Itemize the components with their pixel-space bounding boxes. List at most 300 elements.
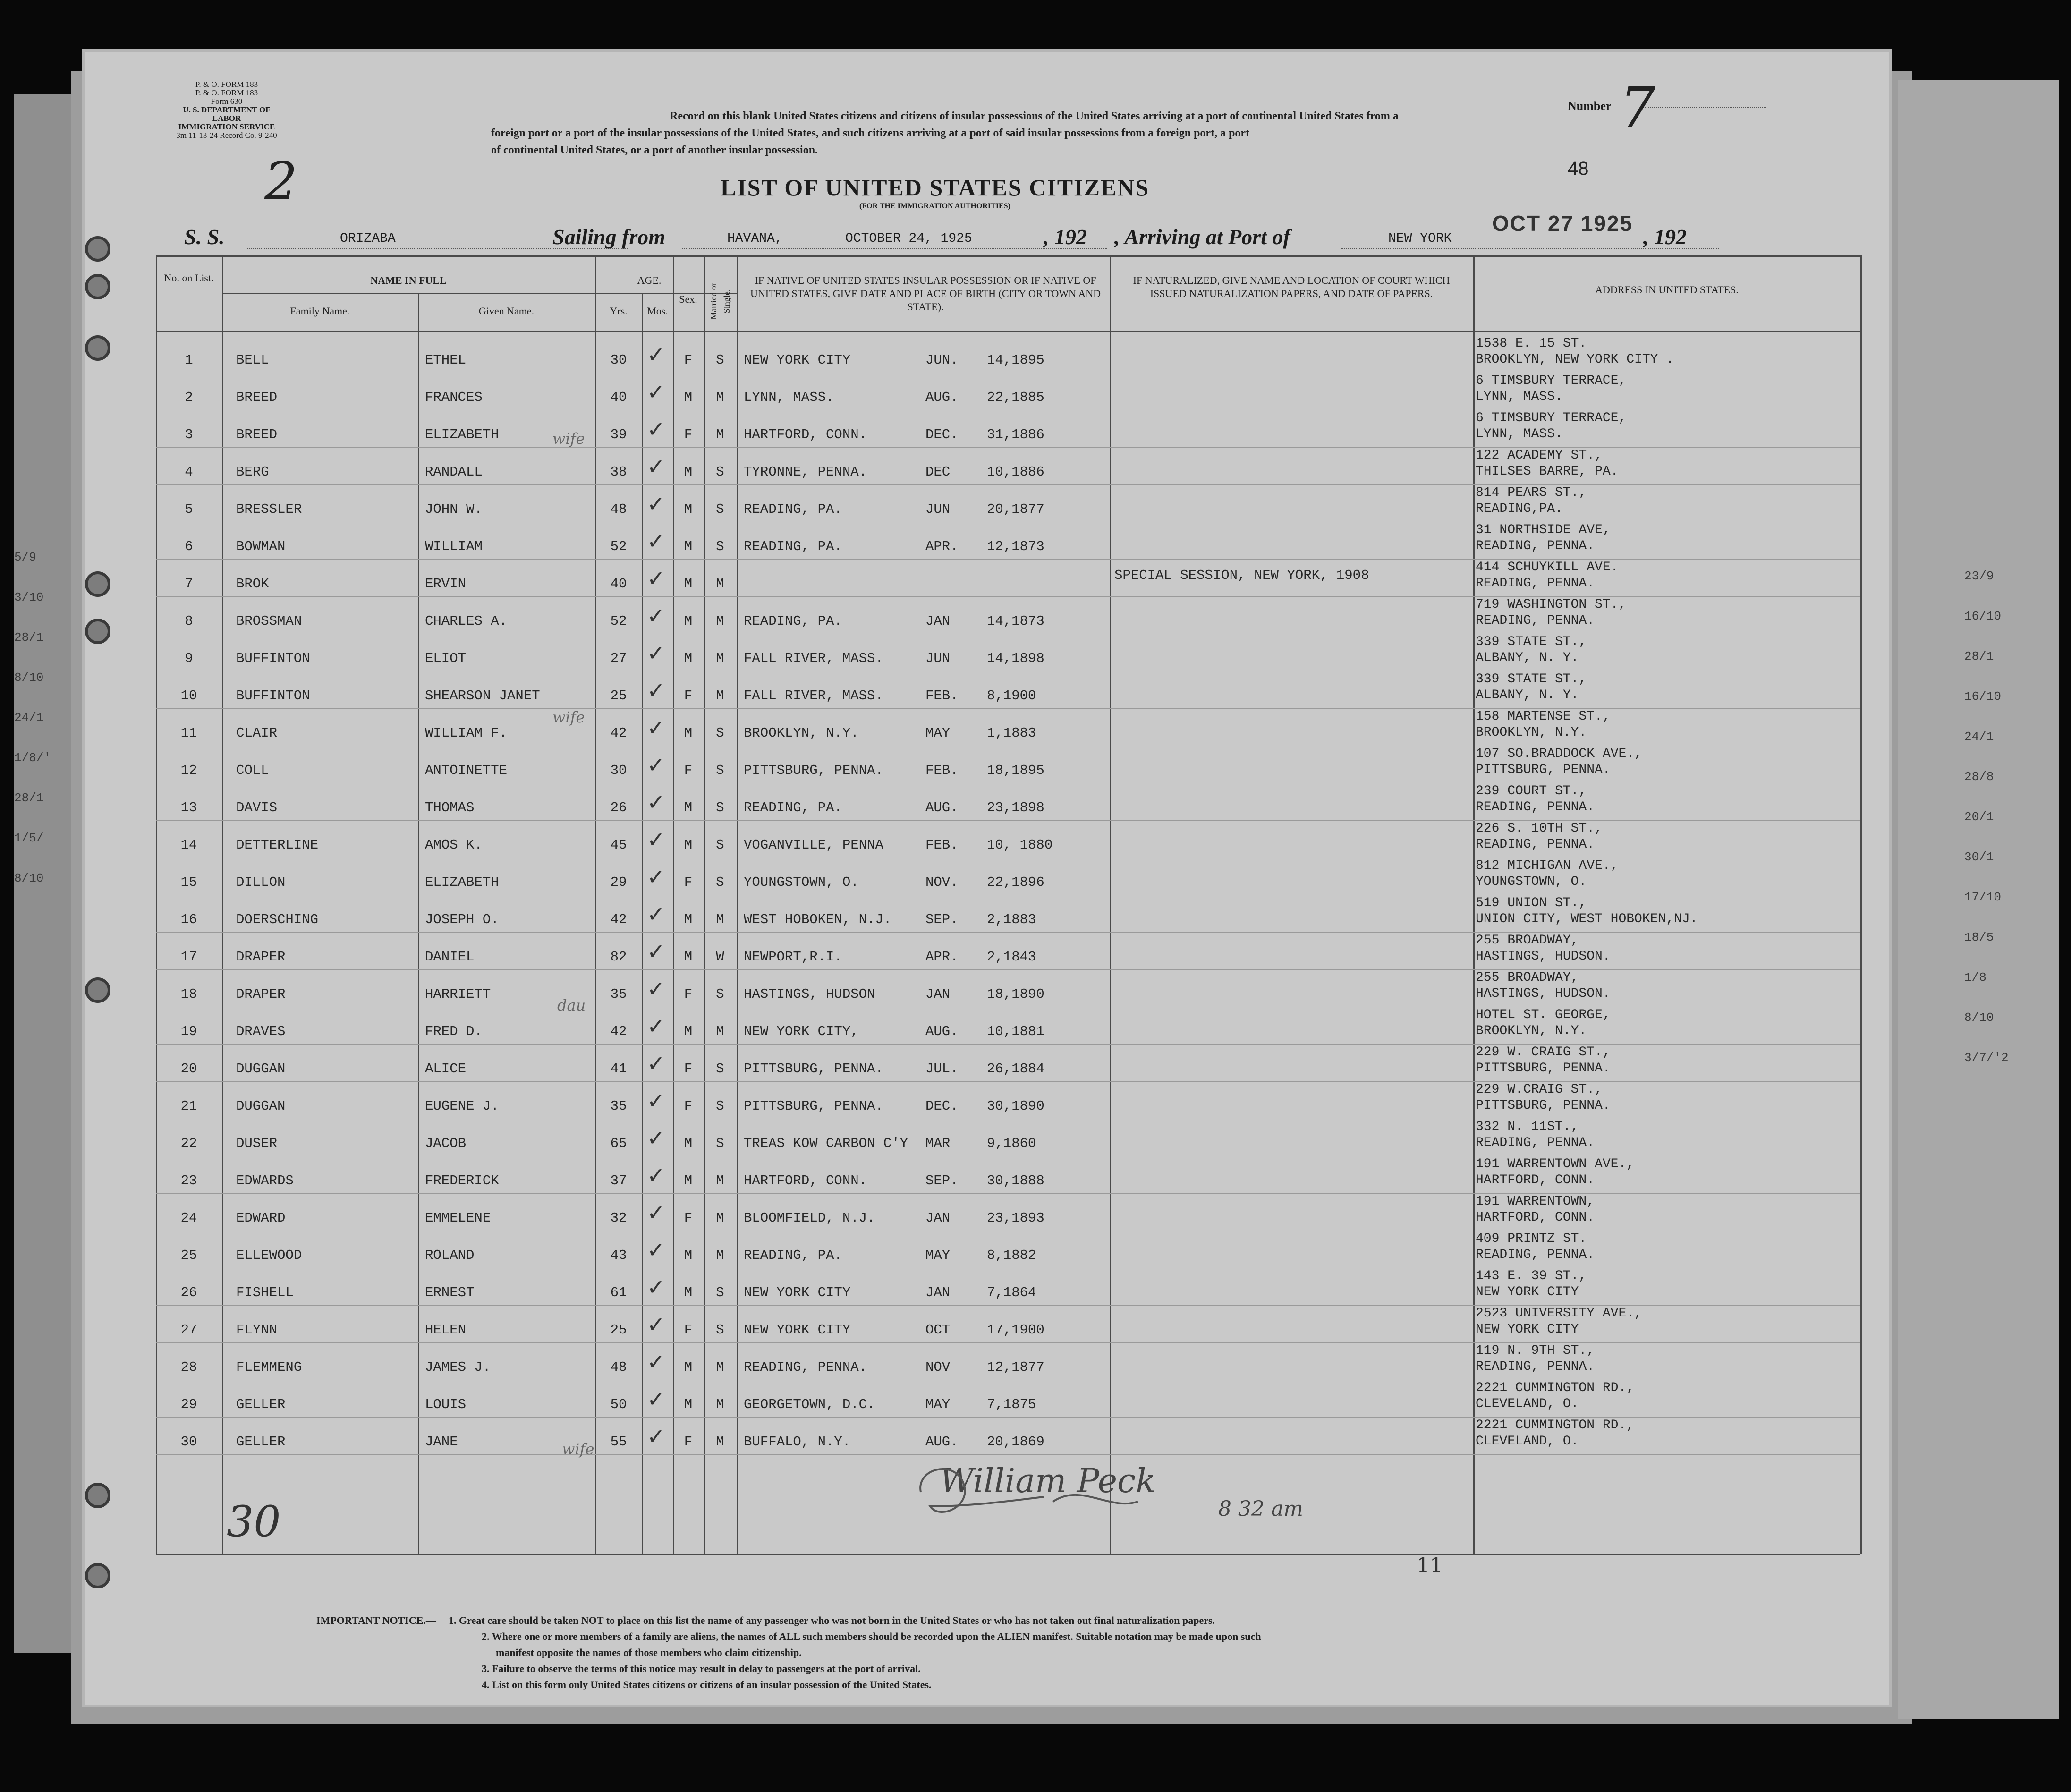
col-header-yrs: Yrs. [610, 305, 628, 317]
form-id-line: U. S. DEPARTMENT OF LABOR [183, 105, 271, 123]
cell-ms: M [716, 688, 724, 704]
cell-given: ROLAND [425, 1248, 475, 1263]
cell-given: ELIOT [425, 651, 467, 666]
cell-date: 9,1860 [987, 1136, 1036, 1151]
cell-ms: W [716, 949, 724, 965]
margin-date: 30/1 [1964, 850, 1994, 864]
sailing-label: Sailing from [552, 225, 666, 249]
page-subtitle: (FOR THE IMMIGRATION AUTHORITIES) [859, 202, 1010, 210]
cell-ms: M [716, 427, 724, 442]
col-header-naturalized: IF NATURALIZED, GIVE NAME AND LOCATION OF COURT WHICH ISSUED NATURALIZATION PAPERS, AND DATE OF PAPERS. [1133, 274, 1450, 299]
cell-age: 35 [610, 1098, 627, 1114]
cell-sex: F [684, 427, 693, 442]
cell-age: 32 [610, 1210, 627, 1226]
form-id-line: P. & O. FORM 183 [195, 88, 258, 97]
margin-date: 8/10 [14, 671, 44, 685]
cell-date: 1,1883 [987, 725, 1036, 741]
cell-age: 41 [610, 1061, 627, 1077]
cell-address-line: CLEVELAND, O. [1476, 1434, 1579, 1449]
cell-place: READING, PA. [744, 613, 842, 629]
notice-item: 1. Great care should be taken NOT to place on this list the name of any passenger who was not born in the United States or who has not taken out final naturalization papers. [449, 1614, 1215, 1626]
cell-sex: M [684, 912, 693, 927]
col-rule [1110, 255, 1111, 1554]
cell-age: 40 [610, 576, 627, 592]
cell-place: HARTFORD, CONN. [744, 427, 867, 442]
col-rule [1860, 255, 1862, 1554]
cell-address-line: 158 MARTENSE ST., [1476, 709, 1611, 724]
row-rule [156, 1305, 1860, 1306]
margin-date: 1/8/' [14, 751, 51, 765]
check-mark-icon: ✓ [647, 1349, 665, 1375]
cell-address-line: LYNN, MASS. [1476, 390, 1563, 404]
cell-family: GELLER [236, 1434, 286, 1450]
cell-age: 48 [610, 501, 627, 517]
cell-address-line: 414 SCHUYKILL AVE. [1476, 560, 1619, 575]
cell-month: FEB. [925, 837, 959, 853]
cell-month: AUG. [925, 1024, 959, 1039]
cell-date: 20,1869 [987, 1434, 1044, 1450]
cell-place: READING, PA. [744, 539, 842, 554]
cell-age: 40 [610, 390, 627, 405]
cell-ms: M [716, 1024, 724, 1039]
inspector-signature: William Peck [940, 1461, 1156, 1500]
cell-date: 23,1893 [987, 1210, 1044, 1226]
cell-no: 3 [185, 427, 193, 442]
cell-ms: S [716, 725, 724, 741]
cell-address-line: 332 N. 11ST., [1476, 1120, 1579, 1134]
cell-address-line: NEW YORK CITY [1476, 1285, 1579, 1299]
check-mark-icon: ✓ [647, 827, 665, 852]
cell-sex: M [684, 576, 693, 592]
handwritten-total: 30 [227, 1497, 281, 1546]
cell-address-line: ALBANY, N. Y. [1476, 688, 1579, 703]
cell-no: 11 [180, 725, 197, 741]
cell-address-line: 239 COURT ST., [1476, 784, 1587, 798]
cell-given: WILLIAM [425, 539, 483, 554]
cell-address-line: 6 TIMSBURY TERRACE, [1476, 374, 1627, 388]
cell-address-line: HOTEL ST. GEORGE, [1476, 1008, 1611, 1022]
check-mark-icon: ✓ [647, 1013, 665, 1039]
cell-no: 22 [180, 1136, 197, 1151]
cell-place: TREAS KOW CARBON C'Y [744, 1136, 908, 1151]
cell-sex: F [684, 352, 693, 368]
cell-sex: M [684, 501, 693, 517]
cell-address-line: YOUNGSTOWN, O. [1476, 875, 1587, 889]
check-mark-icon: ✓ [647, 528, 665, 554]
cell-family: DILLON [236, 875, 286, 890]
cell-address-line: 191 WARRENTOWN AVE., [1476, 1157, 1635, 1172]
cell-address-line: 226 S. 10TH ST., [1476, 821, 1603, 836]
cell-given: ERNEST [425, 1285, 475, 1300]
cell-ms: M [716, 651, 724, 666]
cell-given: JOHN W. [425, 501, 483, 517]
cell-given: FRED D. [425, 1024, 483, 1039]
cell-age: 29 [610, 875, 627, 890]
col-header-no: No. on List. [164, 272, 214, 284]
col-rule [156, 255, 157, 1554]
cell-ms: S [716, 800, 724, 815]
cell-sex: M [684, 837, 693, 853]
cell-ms: S [716, 986, 724, 1002]
cell-date: 7,1875 [987, 1397, 1036, 1412]
cell-family: ELLEWOOD [236, 1248, 302, 1263]
margin-date: 17/10 [1964, 890, 2002, 904]
handwritten-wife-note: wife [562, 1440, 594, 1458]
cell-ms: S [716, 464, 724, 480]
cell-month: DEC. [925, 1098, 959, 1114]
cell-given: ETHEL [425, 352, 467, 368]
instructions-block [491, 108, 1577, 159]
margin-date: 24/1 [14, 711, 44, 725]
cell-place: FALL RIVER, MASS. [744, 651, 883, 666]
cell-family: BROSSMAN [236, 613, 302, 629]
form-id-line: IMMIGRATION SERVICE [178, 122, 275, 131]
cell-address-line: 2523 UNIVERSITY AVE., [1476, 1306, 1642, 1321]
handwritten-page-mark: 11 [1417, 1554, 1443, 1578]
cell-address-line: 31 NORTHSIDE AVE, [1476, 523, 1611, 537]
cell-month: JAN [925, 613, 951, 629]
cell-date: 18,1895 [987, 763, 1044, 778]
cell-place: BROOKLYN, N.Y. [744, 725, 859, 741]
cell-place: HARTFORD, CONN. [744, 1173, 867, 1189]
number-dots [1643, 106, 1766, 108]
cell-given: JACOB [425, 1136, 467, 1151]
cell-address-line: 2221 CUMMINGTON RD., [1476, 1381, 1635, 1395]
cell-family: DUSER [236, 1136, 278, 1151]
cell-address-line: HASTINGS, HUDSON. [1476, 986, 1611, 1001]
cell-date: 2,1883 [987, 912, 1036, 927]
cell-age: 39 [610, 427, 627, 442]
cell-date: 2,1843 [987, 949, 1036, 965]
cell-place: TYRONNE, PENNA. [744, 464, 867, 480]
cell-sex: F [684, 875, 693, 890]
cell-date: 10,1881 [987, 1024, 1044, 1039]
col-rule [673, 255, 674, 1554]
margin-date: 5/9 [14, 550, 36, 564]
cell-age: 61 [610, 1285, 627, 1300]
cell-no: 9 [185, 651, 193, 666]
cell-address-line: PITTSBURG, PENNA. [1476, 763, 1611, 777]
cell-no: 21 [180, 1098, 197, 1114]
cell-address-line: 255 BROADWAY, [1476, 970, 1579, 985]
cell-age: 26 [610, 800, 627, 815]
cell-age: 43 [610, 1248, 627, 1263]
cell-date: 22,1896 [987, 875, 1044, 890]
cell-address-line: BROOKLYN, NEW YORK CITY . [1476, 352, 1674, 367]
cell-sex: F [684, 763, 693, 778]
cell-given: ELIZABETH [425, 427, 499, 442]
cell-age: 45 [610, 837, 627, 853]
cell-place: PITTSBURG, PENNA. [744, 1098, 883, 1114]
cell-no: 8 [185, 613, 193, 629]
cell-month: AUG. [925, 1434, 959, 1450]
ship-name: ORIZABA [340, 231, 396, 246]
cell-address-line: BROOKLYN, N.Y. [1476, 1024, 1587, 1038]
cell-given: THOMAS [425, 800, 475, 815]
cell-given: FRANCES [425, 390, 483, 405]
cell-no: 2 [185, 390, 193, 405]
cell-address-line: THILSES BARRE, PA. [1476, 464, 1619, 479]
row-rule [156, 708, 1860, 709]
handwritten-number: 7 [1620, 76, 1656, 141]
cell-family: DOERSCHING [236, 912, 319, 927]
cell-address-line: 119 N. 9TH ST., [1476, 1343, 1595, 1358]
cell-age: 52 [610, 539, 627, 554]
col-header-sex: Sex. [679, 293, 697, 305]
arriving-label: , Arriving at Port of [1114, 225, 1290, 249]
cell-ms: S [716, 837, 724, 853]
cell-family: DRAVES [236, 1024, 286, 1039]
cell-family: DRAPER [236, 986, 286, 1002]
cell-family: FLEMMENG [236, 1359, 302, 1375]
check-mark-icon: ✓ [647, 1200, 665, 1225]
cell-given: RANDALL [425, 464, 483, 480]
check-mark-icon: ✓ [647, 1051, 665, 1076]
cell-address-line: 229 W. CRAIG ST., [1476, 1045, 1611, 1060]
cell-sex: M [684, 1173, 693, 1189]
cell-family: EDWARD [236, 1210, 286, 1226]
cell-ms: S [716, 1136, 724, 1151]
cell-month: FEB. [925, 763, 959, 778]
cell-age: 38 [610, 464, 627, 480]
cell-address-line: PITTSBURG, PENNA. [1476, 1098, 1611, 1113]
row-rule [156, 596, 1860, 597]
cell-no: 26 [180, 1285, 197, 1300]
cell-family: FISHELL [236, 1285, 294, 1300]
cell-month: NOV. [925, 875, 959, 890]
check-mark-icon: ✓ [647, 864, 665, 890]
binder-hole [85, 571, 110, 597]
cell-no: 19 [180, 1024, 197, 1039]
cell-given: HELEN [425, 1322, 467, 1338]
cell-place: YOUNGSTOWN, O. [744, 875, 859, 890]
cell-place: NEW YORK CITY [744, 352, 851, 368]
cell-address-line: READING, PENNA. [1476, 1359, 1595, 1374]
cell-no: 25 [180, 1248, 197, 1263]
cell-date: 22,1885 [987, 390, 1044, 405]
check-mark-icon: ✓ [647, 715, 665, 740]
check-mark-icon: ✓ [647, 1088, 665, 1113]
cell-place: PITTSBURG, PENNA. [744, 763, 883, 778]
cell-given: LOUIS [425, 1397, 467, 1412]
cell-age: 65 [610, 1136, 627, 1151]
cell-place: GEORGETOWN, D.C. [744, 1397, 875, 1412]
cell-place: NEW YORK CITY, [744, 1024, 859, 1039]
cell-sex: M [684, 949, 693, 965]
cell-month: SEP. [925, 1173, 959, 1189]
cell-given: EUGENE J. [425, 1098, 499, 1114]
cell-address-line: PITTSBURG, PENNA. [1476, 1061, 1611, 1076]
cell-month: OCT [925, 1322, 951, 1338]
cell-given: ELIZABETH [425, 875, 499, 890]
row-rule [156, 559, 1860, 560]
cell-date: 10,1886 [987, 464, 1044, 480]
cell-family: DUGGAN [236, 1061, 286, 1077]
col-header-family: Family Name. [290, 305, 350, 317]
cell-address-line: 143 E. 39 ST., [1476, 1269, 1587, 1283]
cell-no: 27 [180, 1322, 197, 1338]
cell-sex: F [684, 688, 693, 704]
cell-sex: M [684, 1136, 693, 1151]
cell-sex: M [684, 1024, 693, 1039]
cell-age: 25 [610, 1322, 627, 1338]
cell-age: 42 [610, 912, 627, 927]
margin-date: 8/10 [14, 871, 44, 885]
signature-flourish [911, 1450, 1176, 1530]
cell-place: READING, PA. [744, 800, 842, 815]
cell-given: WILLIAM F. [425, 725, 508, 741]
cell-date: 8,1900 [987, 688, 1036, 704]
form-id-block [170, 80, 283, 140]
cell-date: 26,1884 [987, 1061, 1044, 1077]
cell-ms: M [716, 576, 724, 592]
cell-no: 18 [180, 986, 197, 1002]
cell-sex: F [684, 986, 693, 1002]
cell-address-line: HARTFORD, CONN. [1476, 1173, 1595, 1188]
cell-date: 7,1864 [987, 1285, 1036, 1300]
ss-label: S. S. [184, 225, 225, 249]
cell-month: JAN [925, 1285, 951, 1300]
cell-address-line: 812 MICHIGAN AVE., [1476, 858, 1619, 873]
cell-age: 82 [610, 949, 627, 965]
check-mark-icon: ✓ [647, 752, 665, 778]
cell-place: VOGANVILLE, PENNA [744, 837, 883, 853]
cell-address-line: ALBANY, N. Y. [1476, 651, 1579, 665]
cell-given: CHARLES A. [425, 613, 508, 629]
cell-address-line: CLEVELAND, O. [1476, 1397, 1579, 1411]
cell-age: 25 [610, 688, 627, 704]
cell-month: JAN [925, 1210, 951, 1226]
cell-month: MAY [925, 1397, 951, 1412]
cell-family: DUGGAN [236, 1098, 286, 1114]
cell-address-line: 409 PRINTZ ST. [1476, 1231, 1587, 1246]
row-rule [156, 484, 1860, 485]
check-mark-icon: ✓ [647, 1386, 665, 1412]
cell-date: 23,1898 [987, 800, 1044, 815]
cell-date: 12,1877 [987, 1359, 1044, 1375]
cell-no: 7 [185, 576, 193, 592]
check-mark-icon: ✓ [647, 1163, 665, 1188]
cell-ms: S [716, 1098, 724, 1114]
cell-no: 28 [180, 1359, 197, 1375]
cell-no: 17 [180, 949, 197, 965]
cell-family: BROK [236, 576, 269, 592]
cell-address-line: 122 ACADEMY ST., [1476, 448, 1603, 463]
cell-date: 31,1886 [987, 427, 1044, 442]
cell-no: 20 [180, 1061, 197, 1077]
cell-address-line: HARTFORD, CONN. [1476, 1210, 1595, 1225]
row-rule [156, 1417, 1860, 1418]
header-bottom-border [156, 331, 1860, 332]
cell-sex: M [684, 1359, 693, 1375]
cell-address-line: READING, PENNA. [1476, 539, 1595, 553]
cell-no: 1 [185, 352, 193, 368]
cell-family: CLAIR [236, 725, 278, 741]
cell-age: 27 [610, 651, 627, 666]
margin-date: 23/9 [1964, 569, 1994, 583]
cell-place: READING, PA. [744, 1248, 842, 1263]
cell-month: FEB. [925, 688, 959, 704]
cell-given: ANTOINETTE [425, 763, 508, 778]
cell-sex: M [684, 539, 693, 554]
cell-no: 29 [180, 1397, 197, 1412]
cell-no: 12 [180, 763, 197, 778]
col-header-address: ADDRESS IN UNITED STATES. [1595, 284, 1739, 296]
check-mark-icon: ✓ [647, 342, 665, 367]
cell-date: 17,1900 [987, 1322, 1044, 1338]
row-rule [156, 932, 1860, 933]
row-rule [156, 1193, 1860, 1194]
row-rule [156, 1044, 1860, 1045]
cell-address-line: NEW YORK CITY [1476, 1322, 1579, 1337]
cell-age: 50 [610, 1397, 627, 1412]
binder-hole [85, 274, 110, 299]
handwritten-wife-note: wife [552, 430, 585, 448]
form-id-line: P. & O. FORM 183 [195, 80, 258, 89]
notice-item: 2. Where one or more members of a family are aliens, the names of ALL such members should be recorded upon the ALIEN manifest. Suitable notation may be made upon such [482, 1631, 1261, 1642]
cell-given: ERVIN [425, 576, 467, 592]
cell-place: READING, PENNA. [744, 1359, 867, 1375]
cell-no: 30 [180, 1434, 197, 1450]
cell-family: EDWARDS [236, 1173, 294, 1189]
check-mark-icon: ✓ [647, 901, 665, 927]
cell-date: 12,1873 [987, 539, 1044, 554]
cell-address-line: LYNN, MASS. [1476, 427, 1563, 442]
cell-ms: M [716, 1434, 724, 1450]
form-id-line: Form 630 [211, 97, 243, 106]
cell-sex: F [684, 1434, 693, 1450]
cell-no: 13 [180, 800, 197, 815]
margin-date: 16/10 [1964, 689, 2002, 704]
binder-hole [85, 1563, 110, 1588]
cell-ms: M [716, 1359, 724, 1375]
cell-given: SHEARSON JANET [425, 688, 540, 704]
cell-month: JUN. [925, 352, 959, 368]
cell-address-line: READING,PA. [1476, 501, 1563, 516]
table-bottom-border [156, 1554, 1860, 1555]
cell-given: ALICE [425, 1061, 467, 1077]
check-mark-icon: ✓ [647, 416, 665, 442]
cell-no: 10 [180, 688, 197, 704]
binder-hole [85, 977, 110, 1003]
cell-ms: M [716, 1248, 724, 1263]
cell-no: 5 [185, 501, 193, 517]
cell-address-line: BROOKLYN, N.Y. [1476, 725, 1587, 740]
col-header-mos: Mos. [647, 305, 668, 317]
cell-month: AUG. [925, 800, 959, 815]
cell-ms: M [716, 1173, 724, 1189]
check-mark-icon: ✓ [647, 939, 665, 964]
check-mark-icon: ✓ [647, 379, 665, 405]
margin-date: 1/5/ [14, 831, 44, 845]
col-header-age: AGE. [637, 274, 662, 286]
handwritten-sheet-number: 2 [264, 151, 297, 212]
margin-date: 20/1 [1964, 810, 1994, 824]
cell-address-line: 339 STATE ST., [1476, 672, 1587, 687]
cell-address-line: READING, PENNA. [1476, 1248, 1595, 1262]
cell-ms: S [716, 501, 724, 517]
cell-family: BREED [236, 427, 278, 442]
check-mark-icon: ✓ [647, 491, 665, 517]
cell-month: DEC. [925, 427, 959, 442]
cell-ms: M [716, 1397, 724, 1412]
cell-month: NOV [925, 1359, 951, 1375]
cell-given: JANE [425, 1434, 458, 1450]
cell-ms: S [716, 1061, 724, 1077]
cell-place: FALL RIVER, MASS. [744, 688, 883, 704]
cell-given: HARRIETT [425, 986, 491, 1002]
cell-sex: M [684, 725, 693, 741]
